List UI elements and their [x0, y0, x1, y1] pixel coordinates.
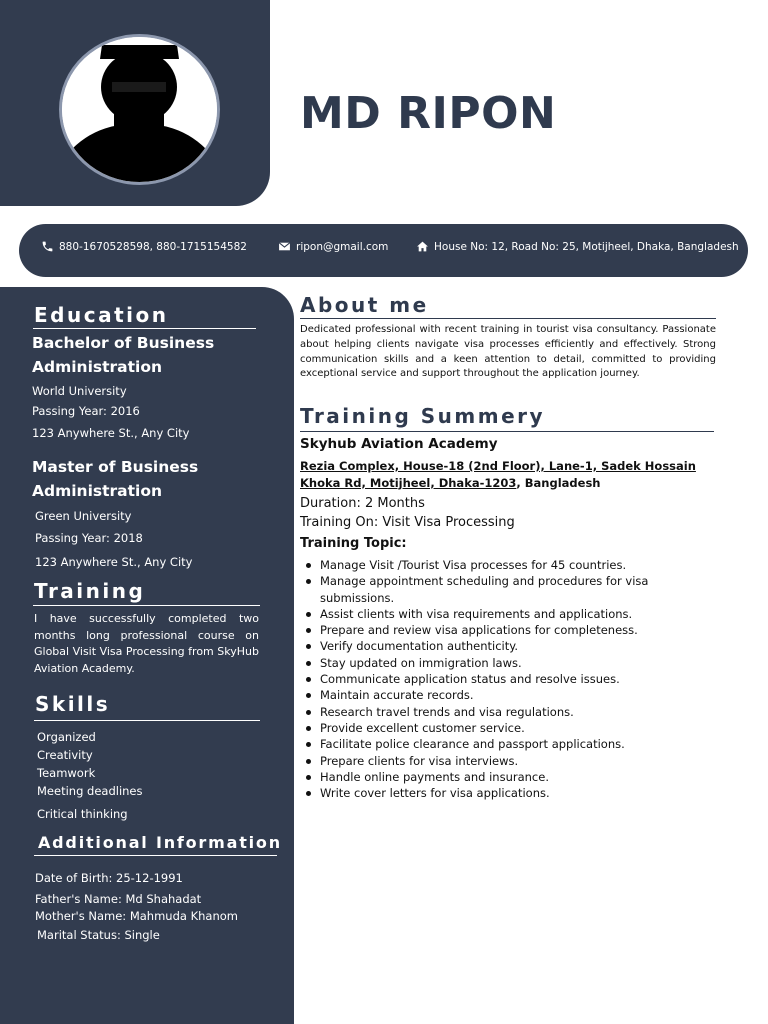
- school-address: 123 Anywhere St., Any City: [35, 555, 193, 569]
- info-item: Date of Birth: 25-12-1991: [35, 871, 183, 885]
- list-item: Write cover letters for visa applications.: [302, 785, 702, 801]
- address-text: House No: 12, Road No: 25, Motijheel, Dhaka, Bangladesh: [434, 240, 739, 253]
- training-divider: [33, 605, 260, 606]
- contact-phone: [41, 240, 247, 253]
- academy-address-country: , Bangladesh: [516, 475, 601, 490]
- training-summary-heading: Training Summery: [300, 404, 546, 428]
- about-text: Dedicated professional with recent training in tourist visa consultancy. Passionate about helping clients navigate visa processes efficiently and effectively. Strong communication skills and a keen attention to detail, committed to providing exceptional service and support throughout the application journey.: [300, 324, 716, 380]
- page-title: MD RIPON: [300, 88, 557, 139]
- training-on: Training On: Visit Visa Processing: [300, 515, 515, 530]
- additional-info-heading: Additional Information: [38, 833, 282, 852]
- school-address: 123 Anywhere St., Any City: [32, 426, 190, 440]
- degree-title: Master of Business Administration: [32, 458, 199, 500]
- list-item: Verify documentation authenticity.: [302, 638, 702, 654]
- list-item: Provide excellent customer service.: [302, 720, 702, 736]
- skill-item: Teamwork: [37, 766, 96, 780]
- list-item: Maintain accurate records.: [302, 687, 702, 703]
- home-icon: [416, 240, 429, 253]
- training-description: I have successfully completed two months long professional course on Global Visit Visa Processing from SkyHub Aviation Academy.: [34, 612, 259, 675]
- academy-name: Skyhub Aviation Academy: [300, 436, 498, 452]
- about-divider: [300, 318, 716, 319]
- school-name: Green University: [35, 509, 132, 523]
- list-item: Facilitate police clearance and passport applications.: [302, 736, 702, 752]
- skill-item: Critical thinking: [37, 807, 128, 821]
- degree-title: Bachelor of Business Administration: [32, 334, 215, 376]
- list-item: Prepare and review visa applications for completeness.: [302, 622, 702, 638]
- email-text: ripon@gmail.com: [296, 240, 389, 253]
- contact-email: [278, 240, 388, 253]
- education-heading: Education: [34, 303, 169, 327]
- skills-divider: [34, 720, 260, 721]
- list-item: Manage Visit /Tourist Visa processes for 45 countries.: [302, 557, 702, 573]
- list-item: Stay updated on immigration laws.: [302, 655, 702, 671]
- phone-icon: [41, 240, 54, 253]
- info-item: Mother's Name: Mahmuda Khanom: [35, 909, 238, 923]
- profile-silhouette-icon: [62, 37, 217, 182]
- envelope-icon: [278, 240, 291, 253]
- left-sidebar: [0, 287, 294, 1024]
- header-block: [0, 0, 270, 206]
- skills-heading: Skills: [35, 692, 111, 716]
- academy-address: [300, 458, 740, 491]
- education-divider: [33, 328, 256, 329]
- profile-photo: [59, 34, 220, 185]
- school-name: World University: [32, 384, 127, 398]
- training-topic-heading: Training Topic:: [300, 536, 407, 551]
- passing-year: Passing Year: 2016: [32, 404, 140, 418]
- duration: Duration: 2 Months: [300, 496, 425, 511]
- academy-address-main: Rezia Complex, House-18 (2nd Floor), Lane-1, Sadek Hossain Khoka Rd, Motijheel, Dhaka-1203: [300, 459, 696, 490]
- list-item: Manage appointment scheduling and procedures for visa submissions.: [302, 573, 702, 606]
- list-item: Prepare clients for visa interviews.: [302, 753, 702, 769]
- contact-address: [416, 240, 739, 253]
- about-heading: About me: [300, 293, 429, 317]
- info-item: Father's Name: Md Shahadat: [35, 892, 202, 906]
- contact-bar: [19, 224, 748, 277]
- skill-item: Meeting deadlines: [37, 784, 143, 798]
- training-summary-divider: [300, 431, 714, 432]
- training-topic-list: [302, 557, 702, 801]
- passing-year: Passing Year: 2018: [35, 531, 143, 545]
- list-item: Handle online payments and insurance.: [302, 769, 702, 785]
- skill-item: Creativity: [37, 748, 93, 762]
- skill-item: Organized: [37, 730, 96, 744]
- training-heading: Training: [34, 579, 146, 603]
- additional-info-divider: [34, 855, 277, 856]
- info-item: Marital Status: Single: [37, 928, 160, 942]
- list-item: Research travel trends and visa regulations.: [302, 704, 702, 720]
- phone-text: 880-1670528598, 880-1715154582: [59, 240, 247, 253]
- list-item: Assist clients with visa requirements and applications.: [302, 606, 702, 622]
- list-item: Communicate application status and resolve issues.: [302, 671, 702, 687]
